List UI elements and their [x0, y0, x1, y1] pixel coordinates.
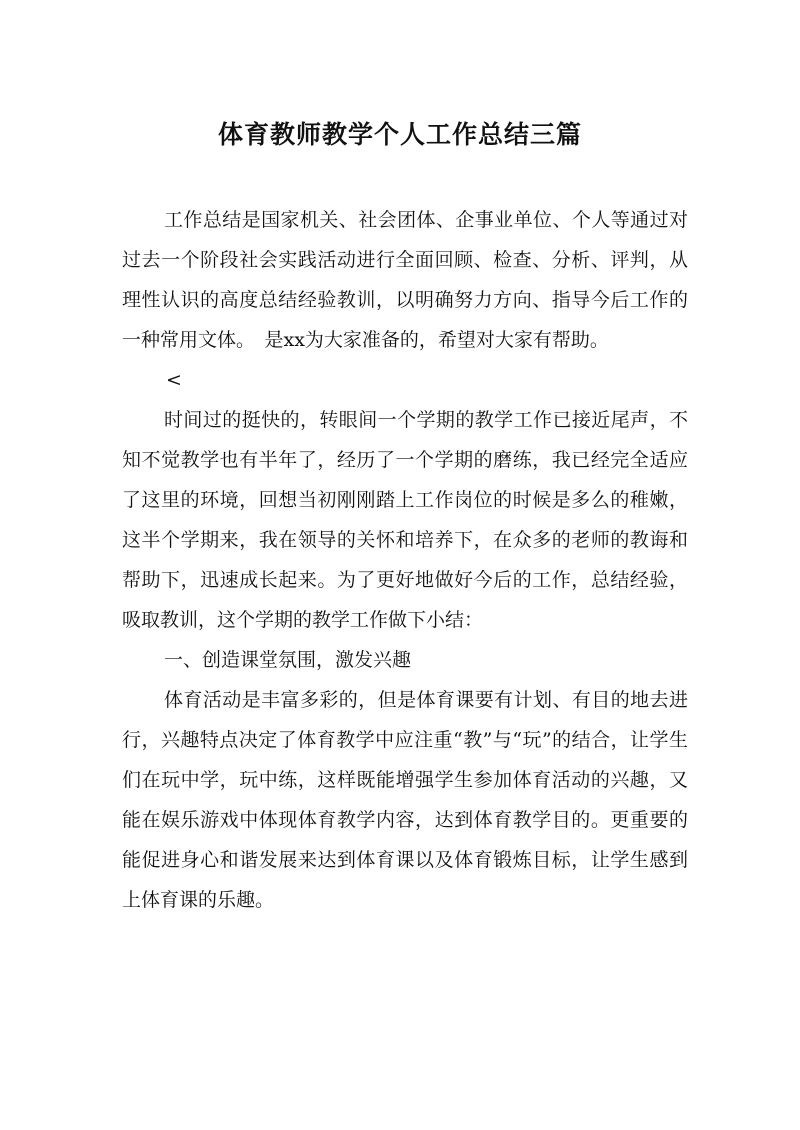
summary-paragraph: 时间过的挺快的，转眼间一个学期的教学工作已接近尾声，不知不觉教学也有半年了，经历了一个学期的磨练，我已经完全适应了这里的环境，回想当初刚刚踏上工作岗位的时候是多么的稚嫩，这半个学期来，我在领导的关怀和培养下，在众多的老师的教诲和帮助下，迅速成长起来。为了更好地做好今后的工作，总结经验，吸取教训，这个学期的教学工作做下小结：	[122, 409, 688, 631]
section-paragraph: 体育活动是丰富多彩的，但是体育课要有计划、有目的地去进行，兴趣特点决定了体育教学中应注重“教”与“玩”的结合，让学生们在玩中学，玩中练，这样既能增强学生参加体育活动的兴趣，又能在娱乐游戏中体现体育教学内容，达到体育教学目的。更重要的能促进身心和谐发展来达到体育课以及体育锻炼目标，让学生感到上体育课的乐趣。	[122, 689, 688, 911]
section-heading: 一、创造课堂氛围，激发兴趣	[164, 649, 412, 671]
intro-paragraph: 工作总结是国家机关、社会团体、企事业单位、个人等通过对过去一个阶段社会实践活动进行全面回顾、检查、分析、评判，从理性认识的高度总结经验教训，以明确努力方向、指导今后工作的一种常用文体。 是xx为大家准备的，希望对大家有帮助。	[122, 209, 688, 351]
document-title: 体育教师教学个人工作总结三篇	[217, 119, 582, 149]
document-body	[122, 200, 688, 920]
section-marker: <	[166, 369, 182, 391]
